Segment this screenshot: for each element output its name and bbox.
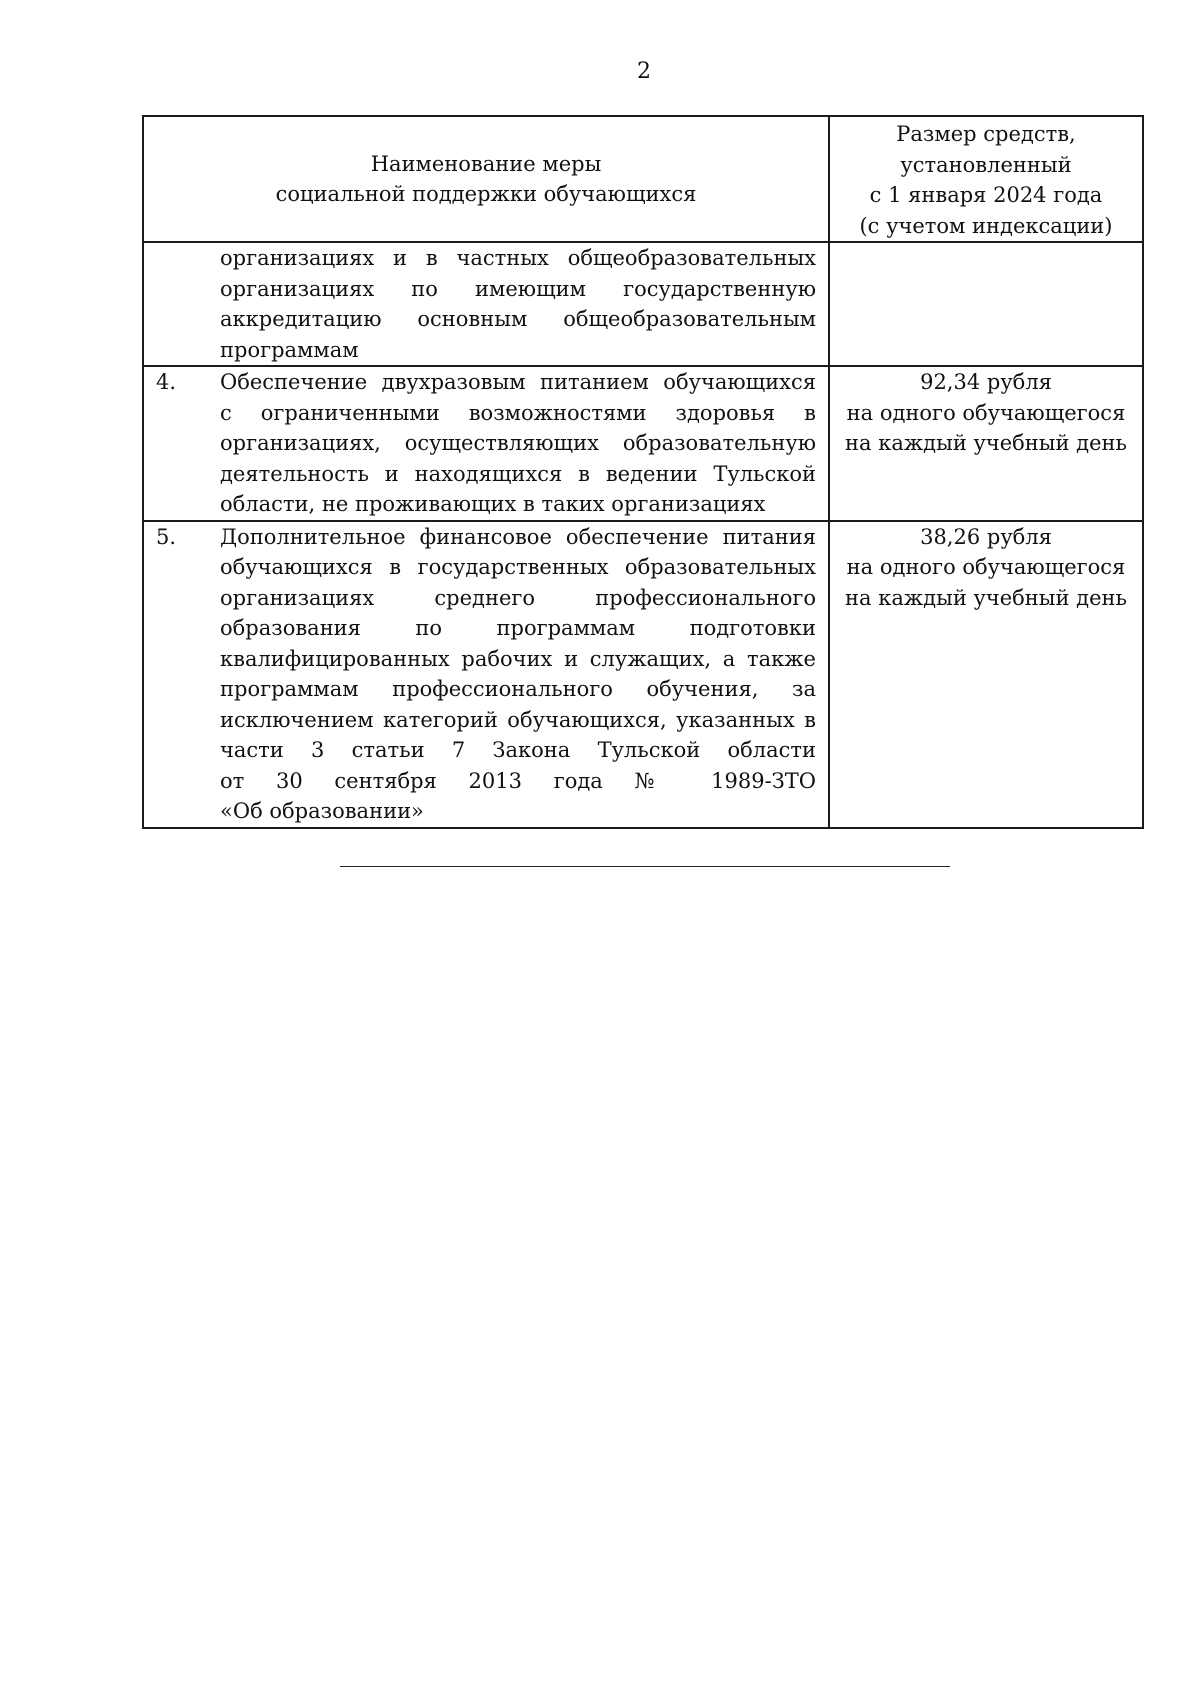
table-row: [143, 242, 1143, 366]
description-line: обучающихся в государственных образовательных: [220, 555, 816, 579]
amount-cell: [829, 242, 1143, 366]
header-amount-line: с 1 января 2024 года: [869, 183, 1103, 207]
description-line: части 3 статьи 7 Закона Тульской области: [220, 738, 816, 762]
description-line: организациях и в частных общеобразовательных: [220, 246, 816, 270]
description-line: организациях, осуществляющих образовательную: [220, 431, 816, 455]
description-line: организациях по имеющим государственную: [220, 276, 816, 301]
amount-unit-line: на каждый учебный день: [845, 431, 1127, 455]
page-number: 2: [637, 59, 651, 84]
description-line: Обеспечение двухразовым питанием обучающихся: [220, 370, 816, 394]
measure-cell: [143, 242, 829, 366]
header-amount-line: (с учетом индексации): [859, 213, 1113, 238]
row-number: 4.: [156, 370, 177, 394]
closing-rule: [340, 866, 950, 867]
amount-unit-line: на одного обучающегося: [846, 400, 1126, 425]
measure-description: [220, 367, 816, 520]
header-measure-name-line: Наименование меры: [370, 151, 602, 176]
description-line: образования по программам подготовки: [220, 616, 816, 640]
description-line: деятельность и находящихся в ведении Тульской: [220, 461, 816, 486]
amount-unit-line: на каждый учебный день: [845, 585, 1127, 610]
header-amount-line: Размер средств,: [896, 122, 1076, 146]
measure-description: [220, 243, 816, 365]
header-amount-line: установленный: [900, 152, 1072, 177]
amount-cell: [829, 521, 1143, 828]
amount-value: 92,34 рубля: [920, 370, 1052, 394]
measure-cell: [143, 521, 829, 828]
description-line: квалифицированных рабочих и служащих, а также: [220, 646, 816, 671]
description-line: с ограниченными возможностями здоровья в: [220, 400, 816, 425]
amount-value: 38,26 рубля: [920, 524, 1052, 549]
table-header-row: [143, 116, 1143, 242]
description-line: «Об образовании»: [220, 799, 424, 823]
table-row: [143, 521, 1143, 828]
description-line: программам профессионального обучения, за: [220, 677, 816, 701]
measure-cell: [143, 366, 829, 521]
amount-unit-line: на одного обучающегося: [846, 555, 1126, 579]
row-number: [144, 243, 220, 365]
description-line: организациях среднего профессионального: [220, 585, 816, 610]
row-number: 5.: [156, 524, 177, 549]
table-row: [143, 366, 1143, 521]
description-line: программам: [220, 337, 359, 362]
description-line: от 30 сентября 2013 года № 1989-ЗТО: [220, 768, 816, 793]
header-measure-name-line: социальной поддержки обучающихся: [275, 182, 697, 206]
description-line: исключением категорий обучающихся, указанных в: [220, 707, 816, 732]
description-line: области, не проживающих в таких организациях: [220, 492, 766, 516]
description-line: Дополнительное финансовое обеспечение питания: [220, 524, 816, 549]
social-support-table: [142, 115, 1144, 829]
description-line: аккредитацию основным общеобразовательным: [220, 307, 816, 331]
measure-description: [220, 522, 816, 827]
header-amount: [829, 116, 1143, 242]
header-measure-name: [143, 116, 829, 242]
amount-cell: [829, 366, 1143, 521]
